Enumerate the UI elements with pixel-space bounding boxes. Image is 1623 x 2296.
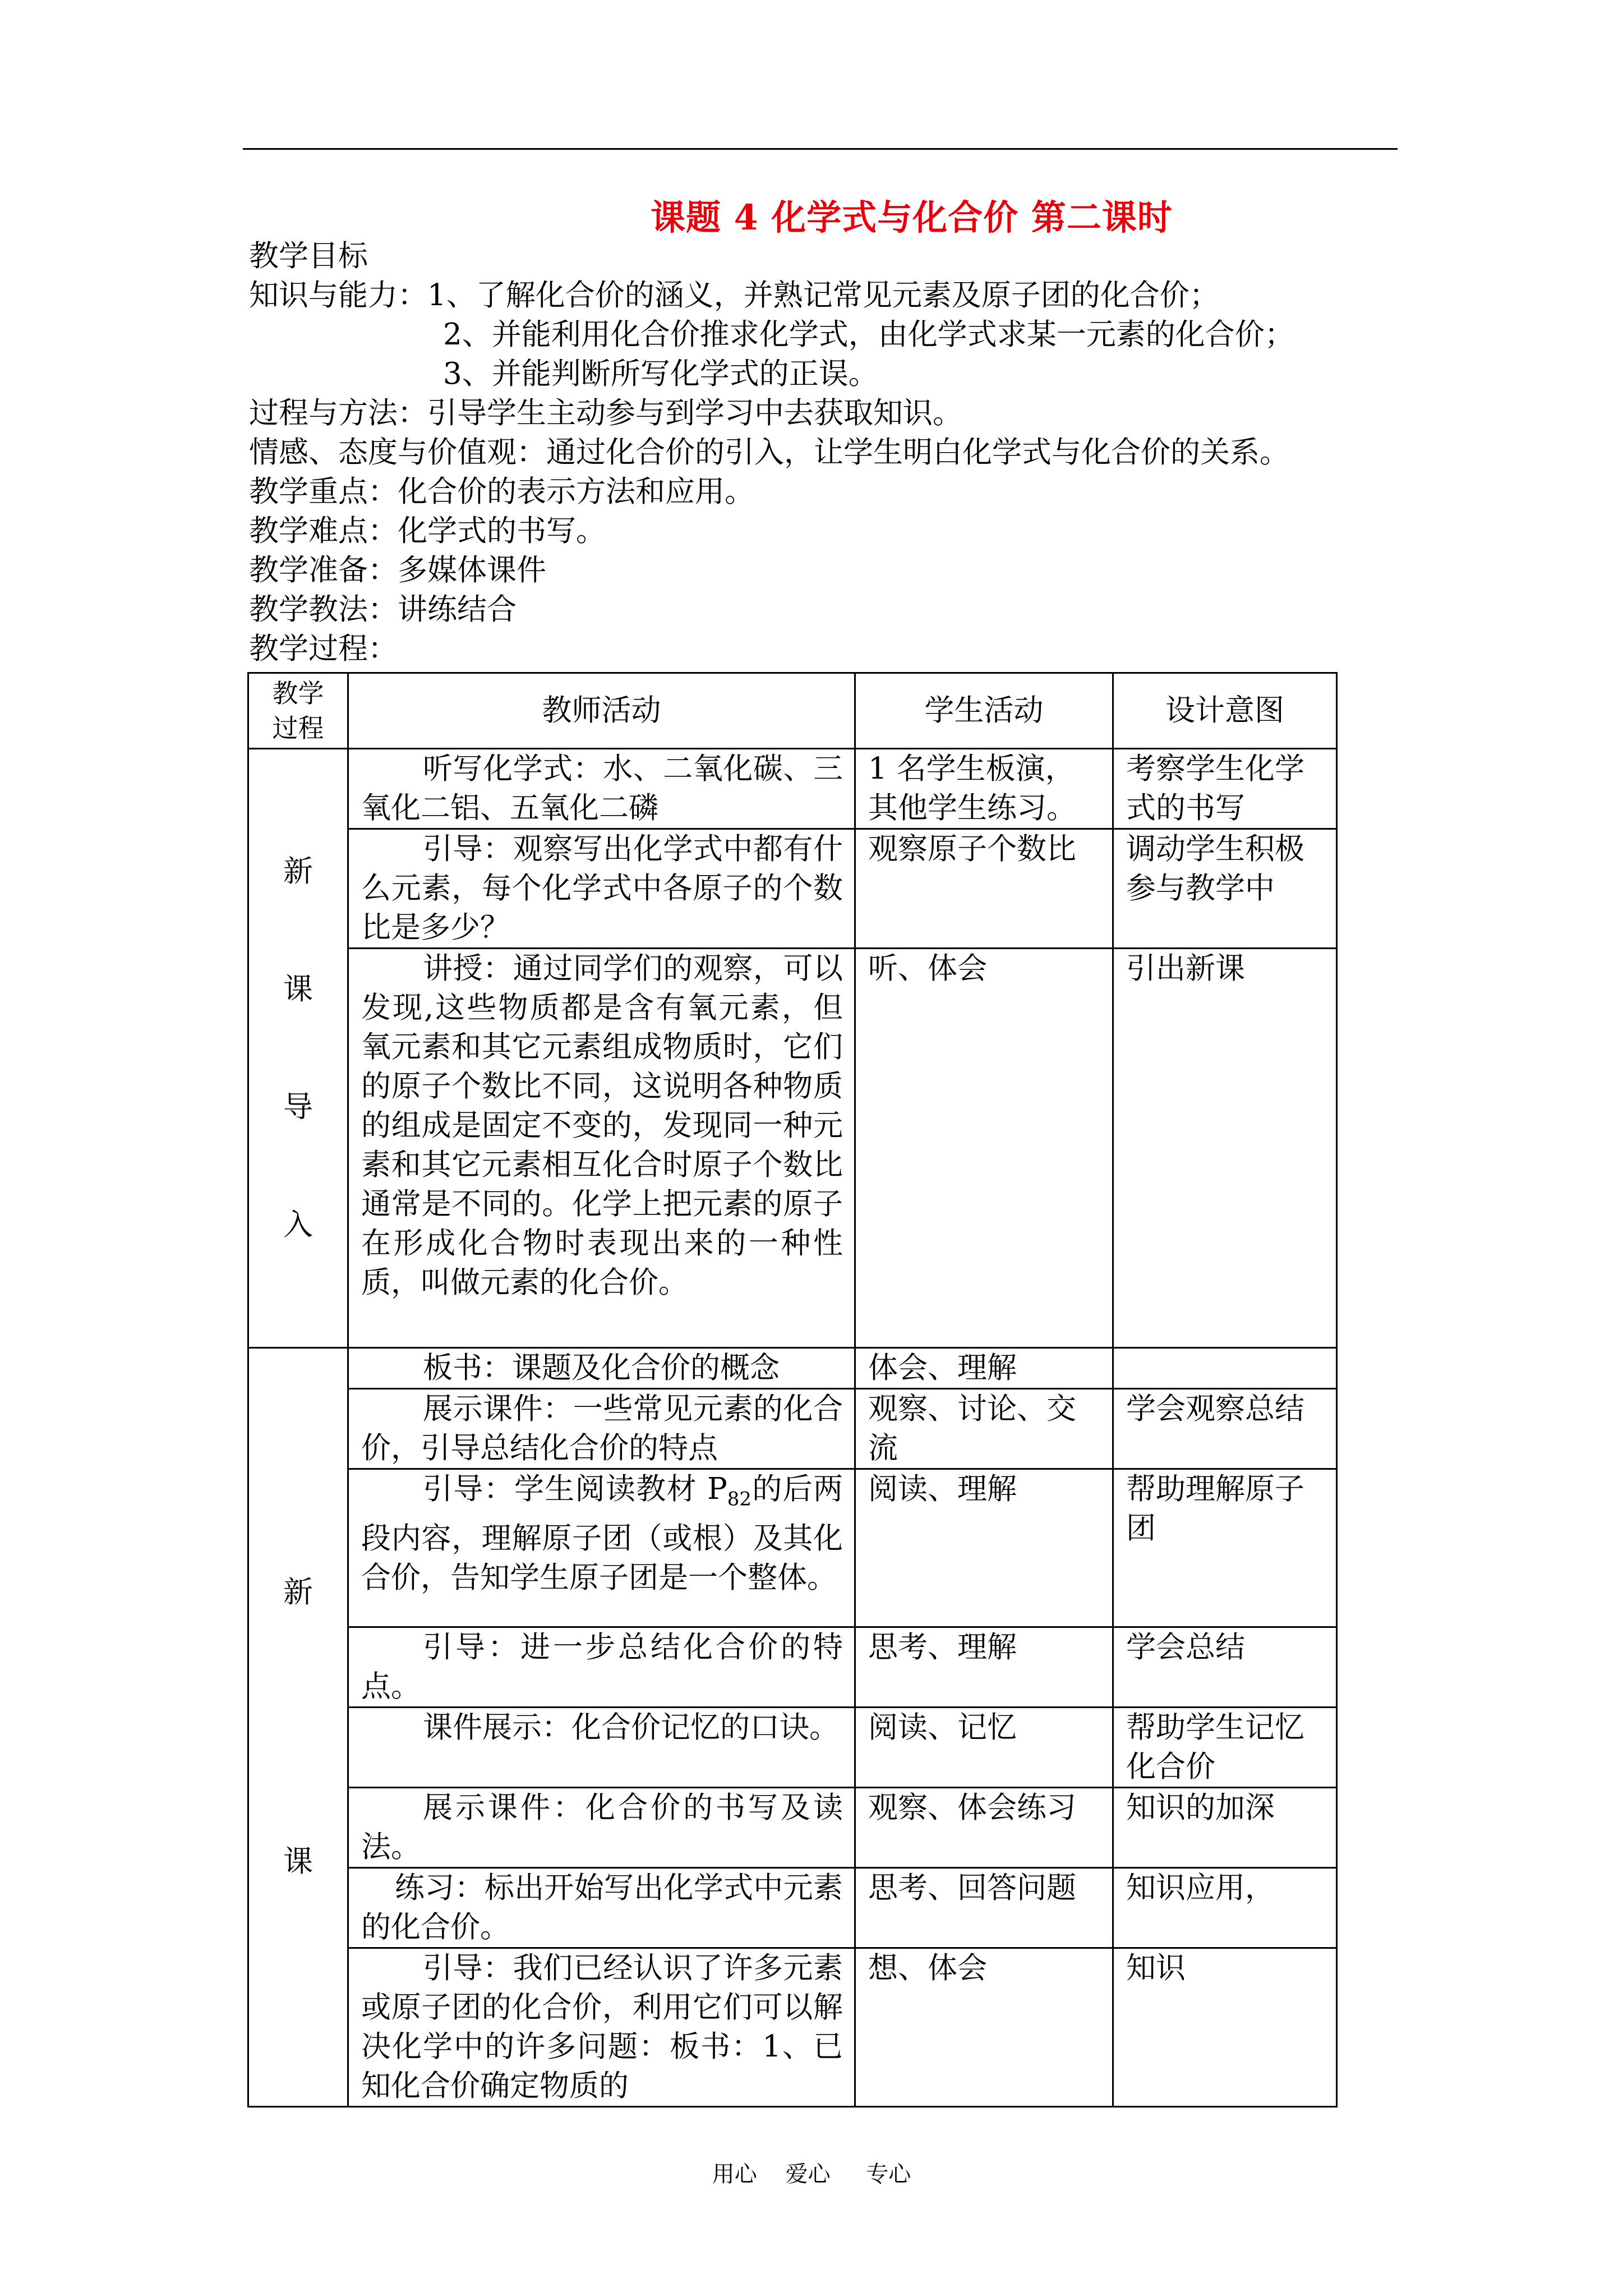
table-row bbox=[248, 1788, 1337, 1868]
emotion-values-line: 情感、态度与价值观：通过化合价的引入，让学生明白化学式与化合价的关系。 bbox=[249, 435, 1289, 470]
header-teacher: 教师活动 bbox=[348, 673, 855, 749]
teacher-activity: 练习：标出开始写出化学式中元素的化合价。 bbox=[348, 1868, 855, 1948]
difficulty-line: 教学难点：化学式的书写。 bbox=[249, 514, 606, 548]
student-activity: 听、体会 bbox=[855, 949, 1113, 1348]
teacher-activity: 板书：课题及化合价的概念 bbox=[348, 1348, 855, 1389]
student-activity: 思考、理解 bbox=[855, 1627, 1113, 1708]
design-intent: 学会总结 bbox=[1113, 1627, 1337, 1708]
table-row bbox=[248, 1948, 1337, 2107]
table-row bbox=[248, 1389, 1337, 1469]
knowledge-ability-line-3: 3、并能判断所写化学式的正误。 bbox=[443, 357, 878, 391]
student-activity: 阅读、记忆 bbox=[855, 1708, 1113, 1788]
teacher-activity: 引导：观察写出化学式中都有什么元素，每个化学式中各原子的个数比是多少？ bbox=[348, 829, 855, 949]
student-activity: 观察、体会练习 bbox=[855, 1788, 1113, 1868]
student-activity: 1 名学生板演，其他学生练习。 bbox=[855, 749, 1113, 829]
table-row bbox=[248, 1627, 1337, 1708]
design-intent: 考察学生化学式的书写 bbox=[1113, 749, 1337, 829]
design-intent: 学会观察总结 bbox=[1113, 1389, 1337, 1469]
student-activity: 阅读、理解 bbox=[855, 1469, 1113, 1627]
stage-new-lesson-intro: 新 课 导 入 bbox=[248, 749, 348, 1348]
table-row bbox=[248, 1868, 1337, 1948]
teacher-activity: 引导：学生阅读教材 $P_{82}$的后两段内容，理解原子团（或根）及其化合价，告知学生原子团是一个整体。 bbox=[348, 1469, 855, 1627]
teacher-activity: 引导：我们已经认识了许多元素或原子团的化合价，利用它们可以解决化学中的许多问题：板书：1、已知化合价确定物质的 bbox=[348, 1948, 855, 2107]
design-intent: 帮助理解原子团 bbox=[1113, 1469, 1337, 1627]
student-activity: 体会、理解 bbox=[855, 1348, 1113, 1389]
student-activity: 想、体会 bbox=[855, 1948, 1113, 2107]
process-method-line: 过程与方法：引导学生主动参与到学习中去获取知识。 bbox=[249, 396, 962, 430]
student-activity: 观察、讨论、交流 bbox=[855, 1389, 1113, 1469]
stage-new-lesson: 新 课 bbox=[248, 1348, 348, 2107]
design-intent: 引出新课 bbox=[1113, 949, 1337, 1348]
teacher-activity: 听写化学式：水、二氧化碳、三氧化二铝、五氧化二磷 bbox=[348, 749, 855, 829]
teacher-activity: 展示课件：一些常见元素的化合价，引导总结化合价的特点 bbox=[348, 1389, 855, 1469]
table-header-row bbox=[248, 673, 1337, 749]
design-intent: 知识 bbox=[1113, 1948, 1337, 2107]
objectives-heading: 教学目标 bbox=[249, 239, 368, 273]
header-stage: 教学过程 bbox=[248, 673, 348, 749]
header-student: 学生活动 bbox=[855, 673, 1113, 749]
teacher-activity: 课件展示：化合价记忆的口诀。 bbox=[348, 1708, 855, 1788]
teacher-activity: 讲授：通过同学们的观察，可以发现,这些物质都是含有氧元素，但氧元素和其它元素组成物质时，它们的原子个数比不同，这说明各种物质的组成是固定不变的，发现同一种元素和其它元素相互化合时原子个数比通常是不同的。化学上把元素的原子在形成化合物时表现出来的一种性质，叫做元素的化合价。 bbox=[348, 949, 855, 1348]
teacher-activity: 引导：进一步总结化合价的特点。 bbox=[348, 1627, 855, 1708]
table-row bbox=[248, 1708, 1337, 1788]
table-row bbox=[248, 1469, 1337, 1627]
table-row bbox=[248, 749, 1337, 829]
teaching-process-table bbox=[247, 672, 1338, 2108]
student-activity: 观察原子个数比 bbox=[855, 829, 1113, 949]
knowledge-ability-line-2: 2、并能利用化合价推求化学式，由化学式求某一元素的化合价； bbox=[443, 318, 1294, 352]
method-line: 教学教法：讲练结合 bbox=[249, 592, 517, 627]
table-row bbox=[248, 1348, 1337, 1389]
design-intent: 知识应用， bbox=[1113, 1868, 1337, 1948]
design-intent: 知识的加深 bbox=[1113, 1788, 1337, 1868]
design-intent bbox=[1113, 1348, 1337, 1389]
design-intent: 帮助学生记忆化合价 bbox=[1113, 1708, 1337, 1788]
table-row bbox=[248, 829, 1337, 949]
page-footer: 用心 爱心 专心 bbox=[712, 2161, 911, 2187]
design-intent: 调动学生积极参与教学中 bbox=[1113, 829, 1337, 949]
key-point-line: 教学重点：化合价的表示方法和应用。 bbox=[249, 475, 754, 509]
lesson-title: 课题 4 化学式与化合价 第二课时 bbox=[651, 197, 1173, 238]
knowledge-ability-line: 知识与能力：1、了解化合价的涵义，并熟记常见元素及原子团的化合价； bbox=[249, 278, 1219, 312]
student-activity: 思考、回答问题 bbox=[855, 1868, 1113, 1948]
header-rule bbox=[243, 148, 1398, 150]
header-intent: 设计意图 bbox=[1113, 673, 1337, 749]
preparation-line: 教学准备：多媒体课件 bbox=[249, 553, 546, 587]
process-heading: 教学过程： bbox=[249, 632, 398, 666]
teacher-activity: 展示课件：化合价的书写及读法。 bbox=[348, 1788, 855, 1868]
table-row bbox=[248, 949, 1337, 1348]
